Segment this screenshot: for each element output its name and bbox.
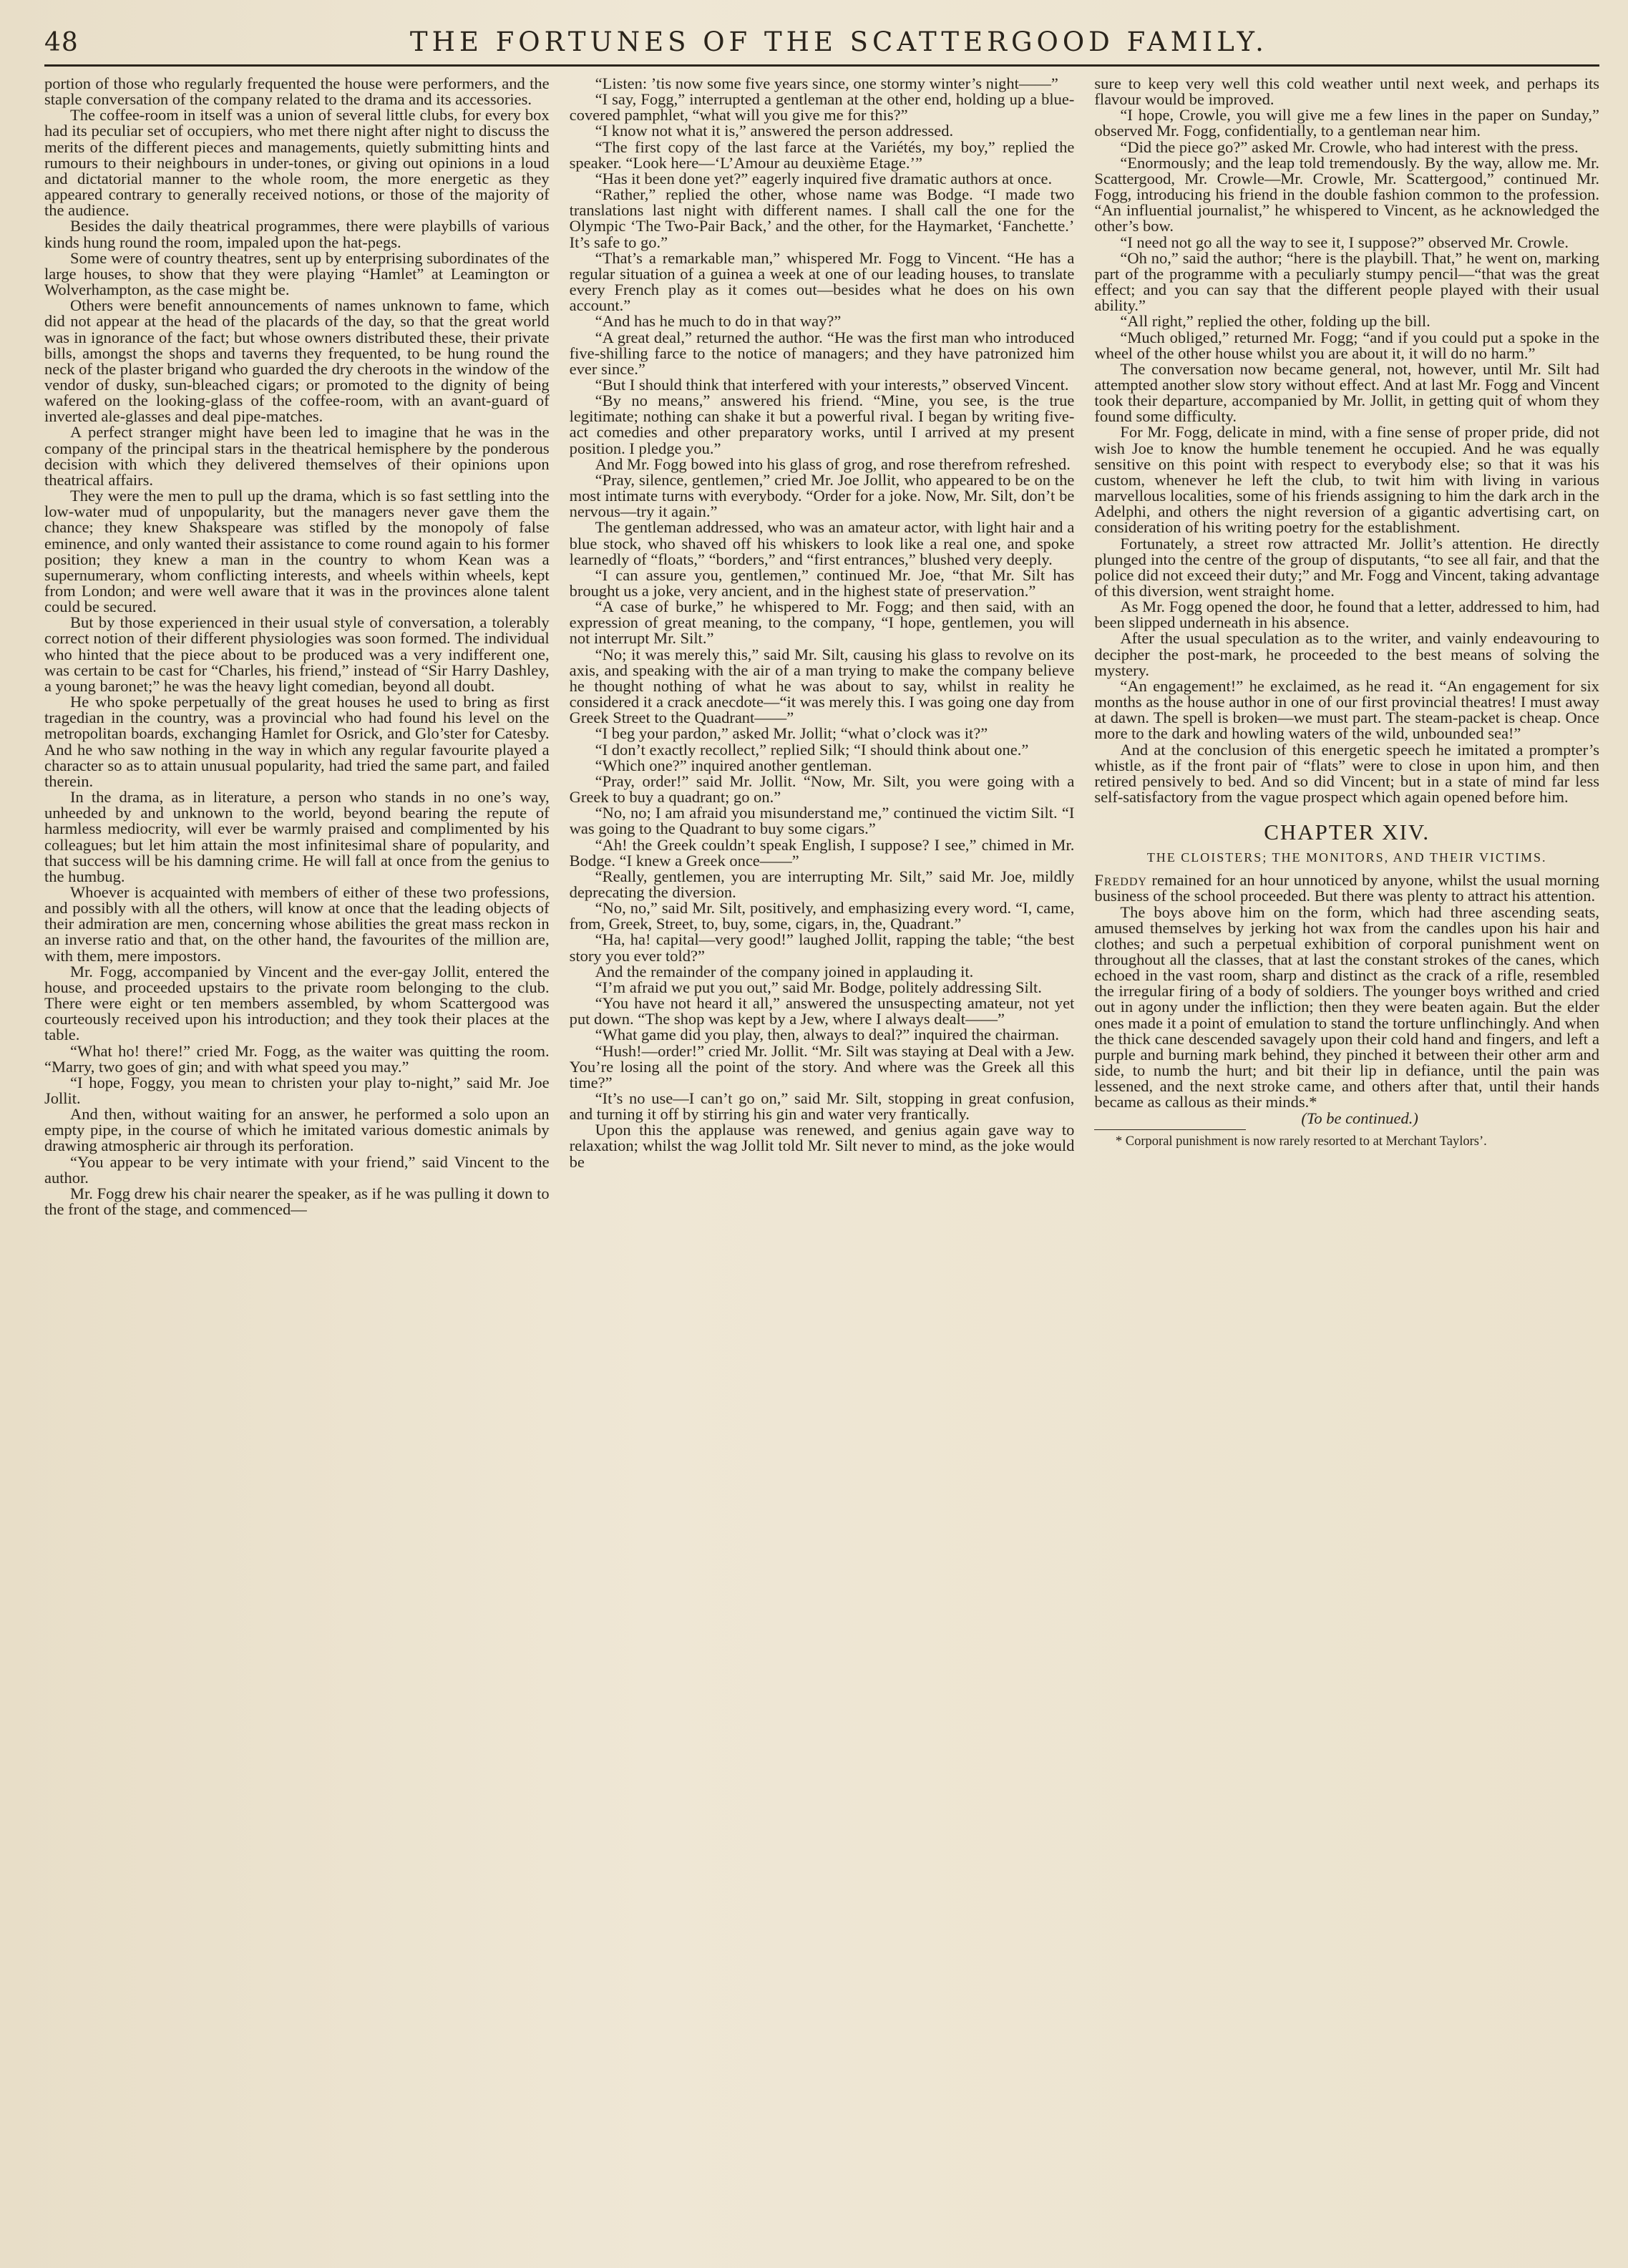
paragraph: “I hope, Foggy, you mean to christen your play to-night,” said Mr. Joe Jollit.	[44, 1073, 550, 1107]
paragraph: Some were of country theatres, sent up by enterprising subordinates of the large houses, to show that they were playing “Hamlet” at Leamington or Wolverhampton, as the case might be.	[44, 248, 550, 299]
paragraph: Mr. Fogg drew his chair nearer the speaker, as if he was pulling it down to the front of the stage, and commenced—	[44, 1184, 550, 1219]
to-be-continued: (To be continued.)	[1301, 1109, 1418, 1127]
text-columns	[44, 76, 1599, 2247]
paragraph: The gentleman addressed, who was an amateur actor, with light hair and a blue stock, who shaved off his whiskers to look like a real one, and spoke learnedly of “floats,” “borders,” and “first entrances,” blushed very deeply.	[569, 518, 1075, 568]
paragraph: “I’m afraid we put you out,” said Mr. Bodge, politely addressing Silt.	[595, 978, 1042, 996]
chapter-opening-text: remained for an hour unnoticed by anyone, whilst the usual morning business of the school proceeded. But there was plenty to attract his attention.	[1094, 871, 1599, 905]
paragraph: “Oh no,” said the author; “here is the playbill. That,” he went on, marking part of the programme with a peculiarly stumpy pencil—“that was the great effect; and you can say that the different people played with their usual ability.”	[1094, 248, 1599, 315]
paragraph: “What game did you play, then, always to deal?” inquired the chairman.	[595, 1026, 1059, 1044]
paragraph: sure to keep very well this cold weather until next week, and perhaps its flavour would be improved.	[1094, 76, 1599, 109]
paragraph: “What ho! there!” cried Mr. Fogg, as the waiter was quitting the room. “Marry, two goes of gin; and with what speed you may.”	[44, 1041, 550, 1076]
paragraph: “Ah! the Greek couldn’t speak English, I suppose? I see,” chimed in Mr. Bodge. “I knew a Greek once——”	[569, 835, 1075, 870]
paragraph: “Did the piece go?” asked Mr. Crowle, who had interest with the press.	[1120, 137, 1579, 156]
paragraph: “The first copy of the last farce at the Variétés, my boy,” replied the speaker. “Look here—‘L’Amour au deuxième Etage.’”	[569, 137, 1075, 172]
paragraph: “Enormously; and the leap told tremendously. By the way, allow me. Mr. Scattergood, Mr. Crowle—Mr. Crowle, Mr. Scattergood,” continued Mr. Fogg, introducing his friend in the double fashion common to the profession. “An influential journalist,” he whispered to Vincent, as he acknowledged the other’s bow.	[1094, 153, 1599, 235]
paragraph: “Listen: ’tis now some five years since, one stormy winter’s night——”	[595, 76, 1058, 92]
paragraph: “Which one?” inquired another gentleman.	[595, 756, 872, 774]
paragraph: And then, without waiting for an answer, he performed a solo upon an empty pipe, in the course of which he imitated various domestic animals by drawing atmospheric air through its perforation.	[44, 1105, 550, 1155]
paragraph: “That’s a remarkable man,” whispered Mr. Fogg to Vincent. “He has a regular situation of a guinea a week at one of our leading houses, to translate every French play as it comes out—besides what he does on his own account.”	[569, 248, 1075, 315]
paragraph: “I say, Fogg,” interrupted a gentleman at the other end, holding up a blue-covered pamphlet, “what will you give me for this?”	[569, 90, 1075, 125]
paragraph: “A great deal,” returned the author. “He was the first man who introduced five-shilling farce to the notice of managers; and they have patronized him ever since.”	[569, 328, 1075, 378]
paragraph: The coffee-room in itself was a union of several little clubs, for every box had its peculiar set of occupiers, who met there night after night to discuss the merits of the different pieces and managements, quietly submitting hints and rumours to their neighbours in under-tones, or giving out opinions in a loud and dictatorial manner to the whole room, the more energetic as they appeared contrary to generally received notions, or those of the majority of the audience.	[44, 106, 550, 220]
paragraph: “Pray, silence, gentlemen,” cried Mr. Joe Jollit, who appeared to be on the most intimate turns with everybody. “Order for a joke. Now, Mr. Silt, don’t be nervous—try it again.”	[569, 470, 1075, 521]
paragraph: Besides the daily theatrical programmes, there were playbills of various kinds hung round the room, impaled upon the hat-pegs.	[44, 217, 550, 251]
paragraph: “Hush!—order!” cried Mr. Jollit. “Mr. Silt was staying at Deal with a Jew. You’re losing all the point of the story. And where was the Greek all this time?”	[569, 1041, 1075, 1091]
paragraph: And Mr. Fogg bowed into his glass of grog, and rose therefrom refreshed.	[595, 454, 1071, 473]
chapter-body	[1094, 902, 1599, 1111]
chapter-subtitle: THE CLOISTERS; THE MONITORS, AND THEIR VICTIMS.	[1146, 850, 1547, 865]
paragraph: “Really, gentlemen, you are interrupting Mr. Silt,” said Mr. Joe, mildly deprecating the diversion.	[569, 867, 1075, 901]
paragraph: “A case of burke,” he whispered to Mr. Fogg; and then said, with an expression of great meaning, to the company, “I hope, gentlemen, you will not interrupt Mr. Silt.”	[569, 598, 1075, 648]
footnote: * Corporal punishment is now rarely resorted to at Merchant Taylors’.	[1115, 1134, 1487, 1149]
paragraph: “You appear to be very intimate with your friend,” said Vincent to the author.	[44, 1152, 550, 1187]
page-number: 48	[44, 28, 79, 57]
paragraph: The boys above him on the form, which had three ascending seats, amused themselves by jerking hot wax from the candles upon his hair and clothes; and such a perpetual exhibition of corporal punishment went on throughout all the classes, that at last the constant strokes of the canes, which echoed in the vast room, sharp and distinct as the crack of a rifle, resembled the irregular firing of a body of soldiers. The younger boys writhed and cried out in agony under the infliction; then they were beaten again. But the elder ones made it a point of emulation to stand the torture unflinchingly. And when the thick cane descended savagely upon their cold hand and fingers, and left a purple and burning mark behind, they pinched it between their other arm and side, to numb the hurt; and bit their lip in defiance, until the pain was lessened, and the next stroke came, and others after that, until their hands became as callous as their minds.*	[1094, 902, 1599, 1111]
paragraph: Whoever is acquainted with members of either of these two professions, and possibly with all the others, will know at once that the leading objects of their admiration are men, concerning whose abilities the great mass reckon in an inverse ratio and that, on the other hand, the favourites of the million are, with them, mere impostors.	[44, 882, 550, 965]
paragraph: “Pray, order!” said Mr. Jollit. “Now, Mr. Silt, you were going with a Greek to buy a quadrant; go on.”	[569, 772, 1075, 807]
paragraph: He who spoke perpetually of the great houses he used to bring as first tragedian in the country, was a provincial who had found his level on the metropolitan boards, exchanging Hamlet for Osrick, and Glo’ster for Catesby. And he who saw nothing in the way in which any regular favourite played a character so as to attain unusual popularity, had tried the same part, and failed therein.	[44, 693, 550, 790]
paragraph: “All right,” replied the other, folding up the bill.	[1120, 312, 1430, 331]
paragraph: “Rather,” replied the other, whose name was Bodge. “I made two translations last night with different names. I shall call the one for the Olympic ‘The Two-Pair Back,’ and the other, for the Haymarket, ‘Fanchette.’ It’s safe to go.”	[569, 185, 1075, 251]
paragraph: Fortunately, a street row attracted Mr. Jollit’s attention. He directly plunged into the centre of the group of disputants, “to see all fair, and that the police did not exceed their duty;” and Mr. Fogg and Vincent, taking advantage of this diversion, went straight home.	[1094, 534, 1599, 600]
paragraph: “I need not go all the way to see it, I suppose?” observed Mr. Crowle.	[1120, 233, 1569, 251]
column-2	[570, 76, 1075, 2247]
paragraph: “Ha, ha! capital—very good!” laughed Jollit, rapping the table; “the best story you ever told?”	[569, 930, 1075, 965]
paragraph: Upon this the applause was renewed, and genius again gave way to relaxation; whilst the wag Jollit told Mr. Silt never to mind, as the joke would be	[569, 1121, 1075, 1171]
paragraph: “But I should think that interfered with your interests,” observed Vincent.	[595, 375, 1069, 394]
paragraph: As Mr. Fogg opened the door, he found that a letter, addressed to him, had been slipped underneath in his absence.	[1094, 598, 1599, 632]
paragraph: And the remainder of the company joined in applauding it.	[595, 962, 974, 980]
paragraph: They were the men to pull up the drama, which is so fast settling into the low-water mud of unpopularity, but the managers never gave them the chance; they knew Shakspeare was stifled by the monopoly of false eminence, and only wanted their assistance to come round again to his former position; they knew a man in the country to whom Kean was a supernumerary, whom conflicting interests, and wheels within wheels, kept from London; and were well aware that it was in the provinces alone talent could be secured.	[44, 487, 550, 616]
paragraph: “No, no,” said Mr. Silt, positively, and emphasizing every word. “I, came, from, Greek, Street, to, buy, some, cigars, in, the, Quadrant.”	[569, 899, 1075, 933]
page-header	[44, 21, 1599, 67]
chapter-lead-word: Freddy	[1094, 871, 1147, 890]
paragraph: “I beg your pardon,” asked Mr. Jollit; “what o’clock was it?”	[595, 724, 988, 743]
paragraph: “An engagement!” he exclaimed, as he read it. “An engagement for six months as the house author in one of our first provincial theatres! I must away at dawn. The spell is broken—we must part. The steam-packet is cheap. Once more to the dark and howling waters of the wild, unbounded sea!”	[1094, 676, 1599, 743]
paragraph: “I know not what it is,” answered the person addressed.	[595, 122, 954, 140]
chapter-title: CHAPTER XIV.	[1264, 819, 1430, 845]
paragraph: The conversation now became general, not, however, until Mr. Silt had attempted another slow story without effect. And at last Mr. Fogg and Vincent took their departure, accompanied by Mr. Jollit, in getting quit of whom they found some difficulty.	[1094, 359, 1599, 426]
paragraph: “I hope, Crowle, you will give me a few lines in the paper on Sunday,” observed Mr. Fogg, confidentially, to a gentleman near him.	[1094, 106, 1599, 140]
paragraph: A perfect stranger might have been led to imagine that he was in the company of the principal stars in the theatrical hemisphere by the ponderous decision with which they delivered themselves of their opinions upon theatrical affairs.	[44, 423, 550, 489]
paragraph: “By no means,” answered his friend. “Mine, you see, is the true legitimate; nothing can shake it but a powerful rival. I began by writing five-act comedies and other preparatory works, until I arrived at my present position. I pledge you.”	[569, 391, 1075, 457]
paragraph: “It’s no use—I can’t go on,” said Mr. Silt, stopping in great confusion, and turning it off by stirring his gin and water very frantically.	[569, 1089, 1075, 1124]
running-head: THE FORTUNES OF THE SCATTERGOOD FAMILY.	[409, 26, 1268, 57]
paragraph: portion of those who regularly frequented the house were performers, and the staple conversation of the company related to the drama and its accessories.	[44, 76, 550, 109]
paragraph: In the drama, as in literature, a person who stands in no one’s way, unheeded by and unknown to the world, beyond bearing the repute of harmless mediocrity, will ever be warmly praised and complimented by his colleagues; but let him attain the most infinitesimal share of popularity, and that success will be his damning crime. He will fall at once from the genius to the humbug.	[44, 788, 550, 885]
paragraph: “I don’t exactly recollect,” replied Silk; “I should think about one.”	[595, 740, 1029, 759]
paragraph: “You have not heard it all,” answered the unsuspecting amateur, not yet put down. “The shop was kept by a Jew, where I always dealt——”	[569, 994, 1075, 1028]
column-1	[44, 76, 550, 2247]
paragraph: And at the conclusion of this energetic speech he imitated a prompter’s whistle, as if the front pair of “flats” were to close in upon him, and then retired pensively to bed. And so did Vincent; but in a state of mind far less self-satisfactory from the vague prospect which again opened before him.	[1094, 740, 1599, 807]
paragraph: But by those experienced in their usual style of conversation, a tolerably correct notion of their different physiologies was soon formed. The individual who hinted that the piece about to be produced was a very indifferent one, was certain to be cast for “Charles, his friend,” instead of “Sir Harry Dashley, a young baronet;” he was the heavy light comedian, beyond all doubt.	[44, 613, 550, 695]
paragraph: “Much obliged,” returned Mr. Fogg; “and if you could put a spoke in the wheel of the other house whilst you are about it, it will do no harm.”	[1094, 328, 1599, 362]
paragraph: After the usual speculation as to the writer, and vainly endeavouring to decipher the post-mark, he proceeded to the best means of solving the mystery.	[1094, 629, 1599, 679]
paragraph: Others were benefit announcements of names unknown to fame, which did not appear at the head of the placards of the day, so that the great world was in ignorance of the fact; but whose owners distributed these, their private bills, amongst the shops and taverns they frequented, to be hung round the neck of the plaster brigand who guarded the dry cheroots in the window of the vendor of dusky, sun-bleached cigars; or promoted to the dignity of being wafered on the looking-glass of the coffee-room, with an avant-guard of inverted ale-glasses and deal pipe-matches.	[44, 296, 550, 426]
paragraph: “No, no; I am afraid you misunderstand me,” continued the victim Silt. “I was going to the Quadrant to buy some cigars.”	[569, 804, 1075, 838]
paragraph: “No; it was merely this,” said Mr. Silt, causing his glass to revolve on its axis, and speaking with the air of a man trying to make the company believe he thought nothing of what he was about to say, whilst in reality he considered it a crack anecdote—“it was merely this. I was going one day from Greek Street to the Quadrant——”	[569, 645, 1075, 727]
paragraph: Mr. Fogg, accompanied by Vincent and the ever-gay Jollit, entered the house, and proceeded upstairs to the private room belonging to the club. There were eight or ten members assembled, by whom Scattergood was courteously received upon his introduction; and they took their places at the table.	[44, 962, 550, 1044]
paragraph: “Has it been done yet?” eagerly inquired five dramatic authors at once.	[595, 169, 1053, 188]
column-3	[1094, 76, 1599, 2247]
paragraph: For Mr. Fogg, delicate in mind, with a fine sense of proper pride, did not wish Joe to know the humble tenement he occupied. And he was equally sensitive on this point with respect to everybody else; so that it was his custom, whenever he left the club, to twit him with living in various marvellous localities, some of his friends assigning to him the dark arch in the Adelphi, and others the night reversion of a gigantic advertising cart, on consideration of his writing poetry for the establishment.	[1094, 423, 1599, 537]
paragraph: “I can assure you, gentlemen,” continued Mr. Joe, “that Mr. Silt has brought us a joke, very ancient, and in the highest state of preservation.”	[569, 565, 1075, 600]
footnote-rule	[1094, 1129, 1246, 1130]
column-3-body	[1094, 76, 1599, 805]
chapter-opening-paragraph	[1094, 872, 1599, 904]
paragraph: “And has he much to do in that way?”	[595, 312, 842, 331]
